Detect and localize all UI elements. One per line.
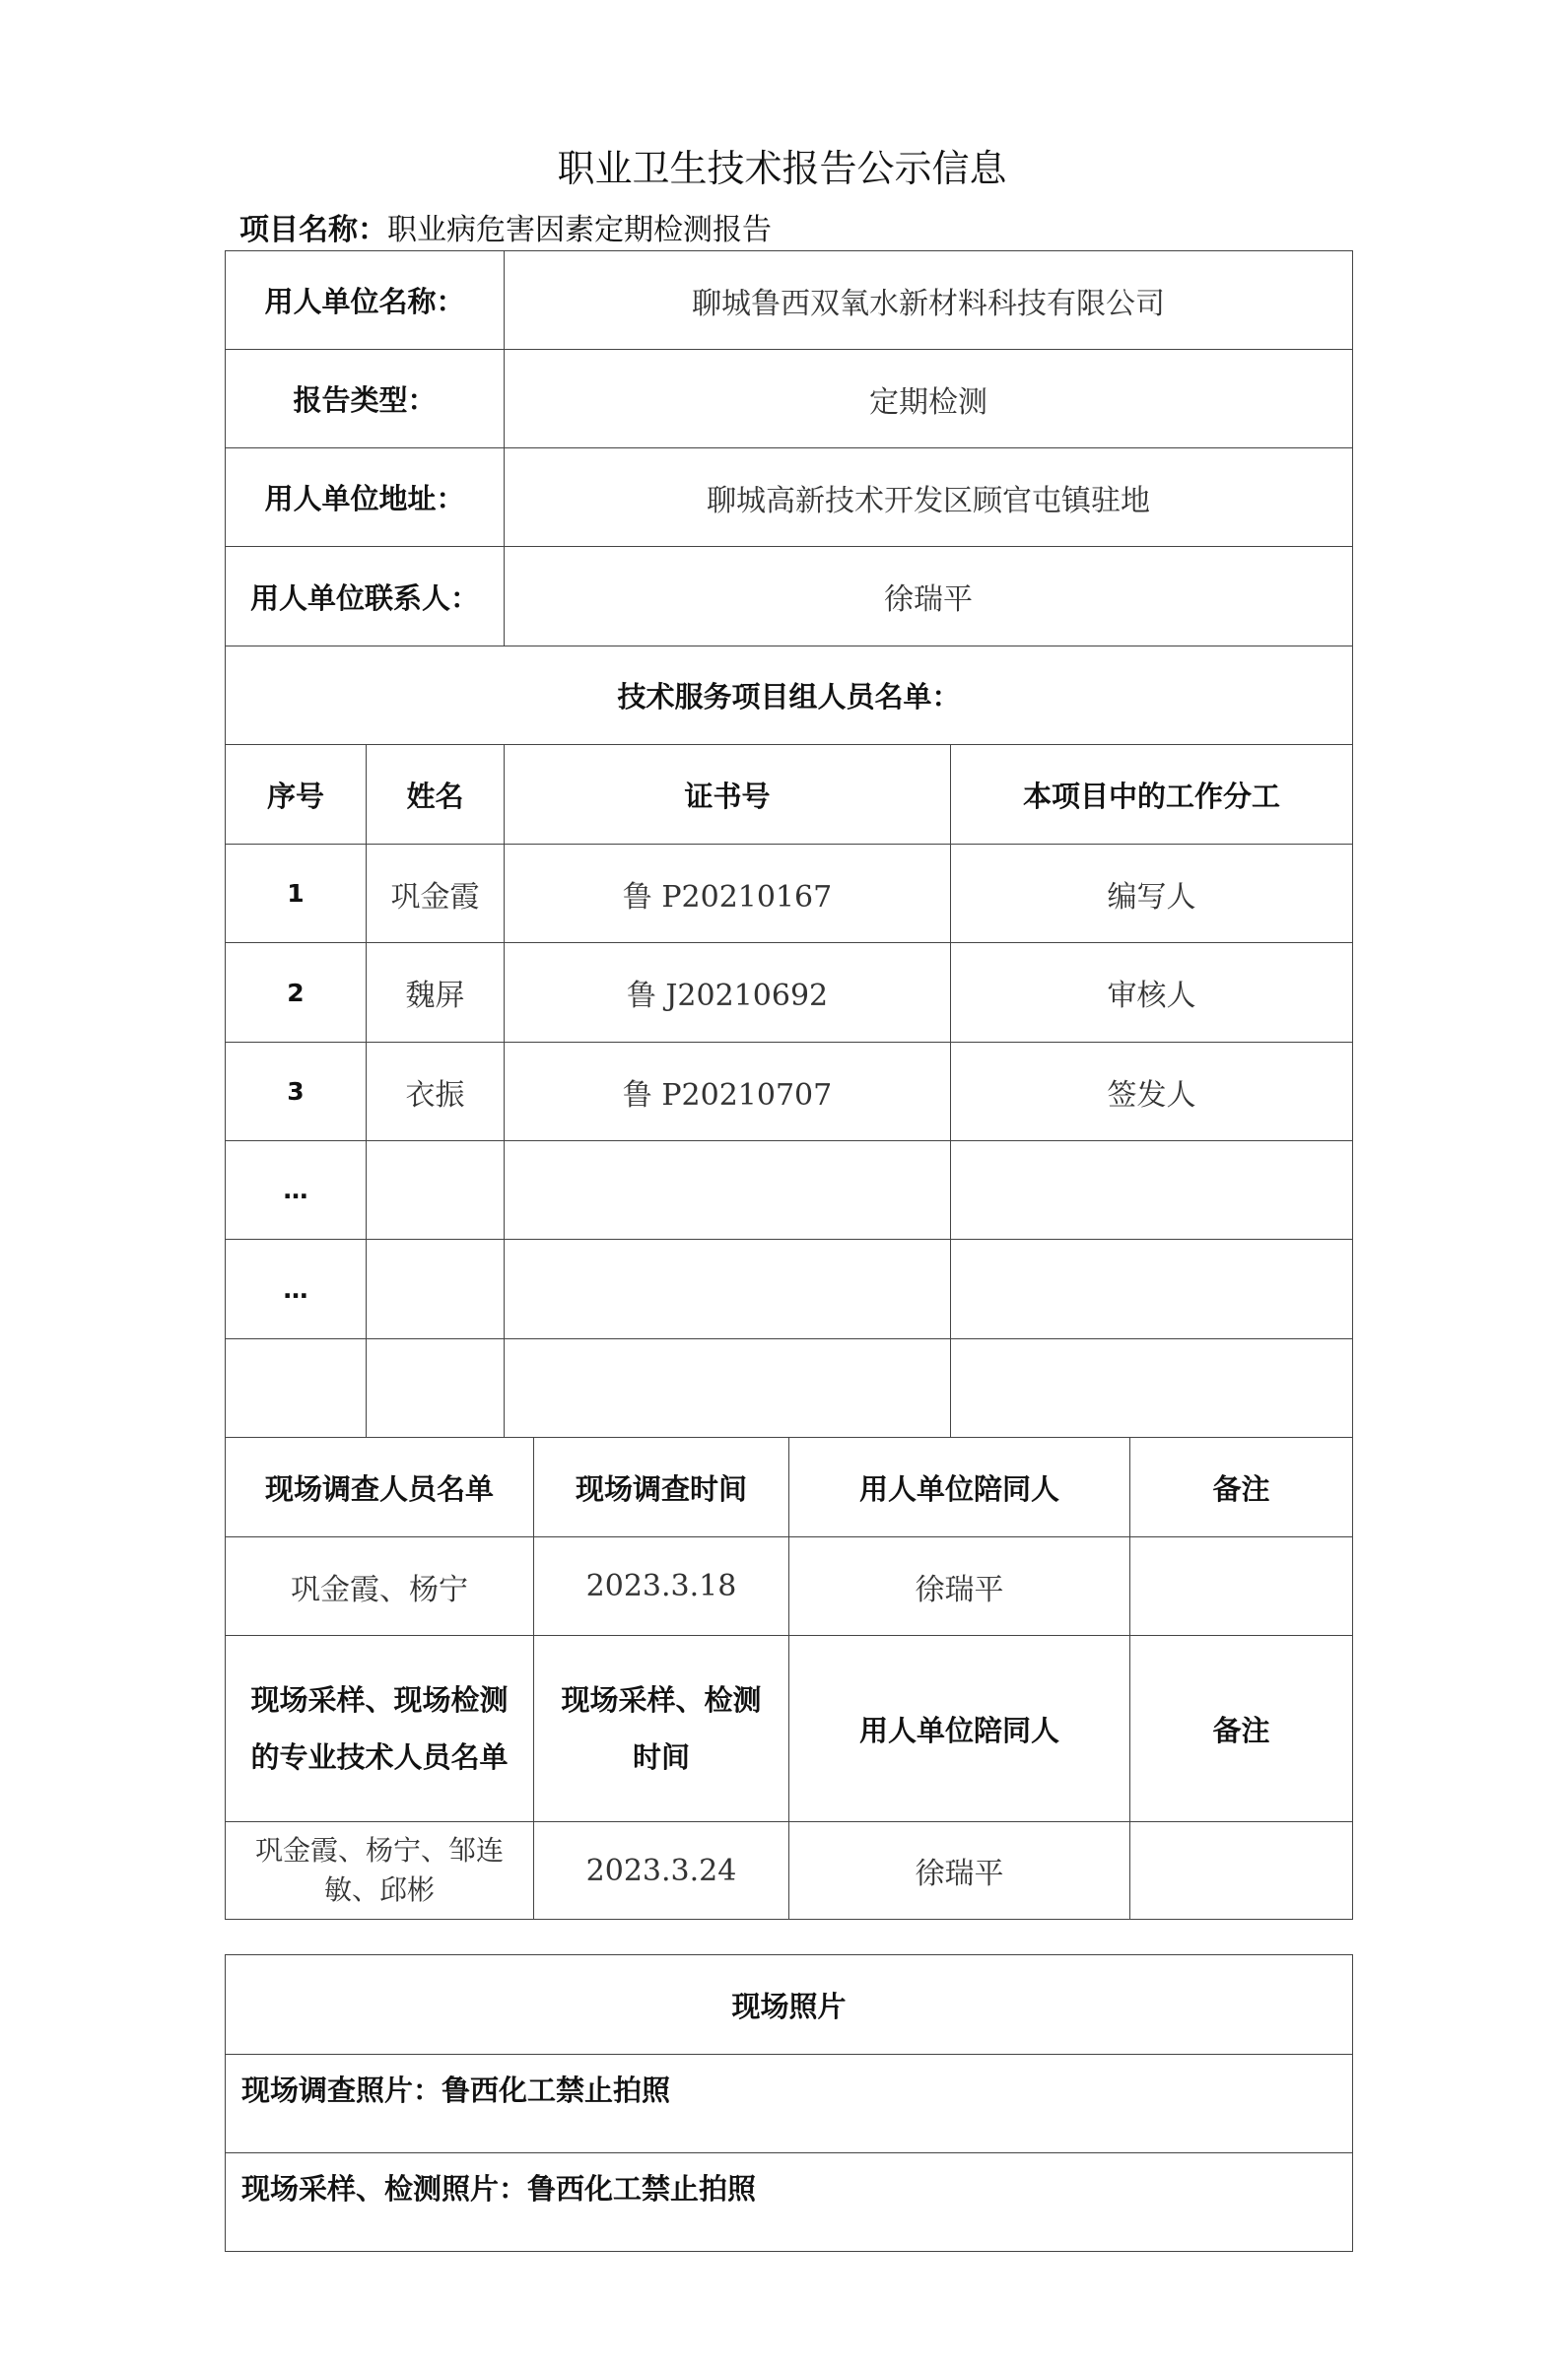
employer-info-table: [225, 250, 1353, 1438]
sampling-header-note: 备注: [1130, 1636, 1353, 1822]
project-name: [239, 205, 772, 248]
table-row: [226, 646, 1353, 745]
sampling-header-escort: 用人单位陪同人: [789, 1636, 1130, 1822]
table-row: [226, 943, 1353, 1043]
sampling-photos-value: 鲁西化工禁止拍照: [527, 2172, 757, 2206]
team-row-no: 2: [226, 943, 367, 1043]
survey-photos-label: 现场调查照片：: [241, 2074, 442, 2107]
team-heading: 技术服务项目组人员名单：: [226, 646, 1353, 745]
team-row-name: 巩金霞: [367, 845, 505, 943]
team-row-no: …: [226, 1240, 367, 1339]
team-row-no: 3: [226, 1043, 367, 1141]
employer-contact-value: 徐瑞平: [505, 547, 1353, 646]
table-row: [226, 1339, 1353, 1438]
team-row-cert: 鲁 J20210692: [505, 943, 951, 1043]
team-row-role: [951, 1141, 1353, 1240]
team-row-role: [951, 1339, 1353, 1438]
project-name-label: 项目名称：: [239, 213, 387, 247]
survey-escort: 徐瑞平: [789, 1537, 1130, 1636]
employer-name-value: 聊城鲁西双氧水新材料科技有限公司: [505, 251, 1353, 350]
report-type-label: 报告类型：: [226, 350, 505, 448]
team-header-cert: 证书号: [505, 745, 951, 845]
employer-name-label: 用人单位名称：: [226, 251, 505, 350]
team-row-cert: 鲁 P20210167: [505, 845, 951, 943]
table-row: [226, 1537, 1353, 1636]
team-header-role: 本项目中的工作分工: [951, 745, 1353, 845]
team-row-role: 签发人: [951, 1043, 1353, 1141]
table-row: [226, 1955, 1353, 2055]
survey-sampling-table: [225, 1437, 1353, 1920]
survey-staff: 巩金霞、杨宁: [226, 1537, 534, 1636]
survey-header-row: [226, 1438, 1353, 1537]
team-header-row: [226, 745, 1353, 845]
survey-note: [1130, 1537, 1353, 1636]
survey-photos-value: 鲁西化工禁止拍照: [442, 2074, 671, 2107]
table-row: [226, 350, 1353, 448]
sampling-note: [1130, 1822, 1353, 1920]
table-row: [226, 1240, 1353, 1339]
team-header-name: 姓名: [367, 745, 505, 845]
survey-header-date: 现场调查时间: [534, 1438, 789, 1537]
table-row: [226, 2153, 1353, 2252]
team-row-cert: [505, 1141, 951, 1240]
table-row: [226, 1822, 1353, 1920]
team-row-name: [367, 1141, 505, 1240]
team-row-name: [367, 1339, 505, 1438]
photos-table: [225, 1954, 1353, 2252]
sampling-header-row: [226, 1636, 1353, 1822]
team-row-cert: [505, 1240, 951, 1339]
survey-date: 2023.3.18: [534, 1537, 789, 1636]
table-row: [226, 547, 1353, 646]
survey-header-note: 备注: [1130, 1438, 1353, 1537]
team-row-no: [226, 1339, 367, 1438]
table-row: [226, 2055, 1353, 2153]
team-row-name: 魏屏: [367, 943, 505, 1043]
team-row-cert: [505, 1339, 951, 1438]
sampling-photos-cell: [226, 2153, 1353, 2252]
sampling-escort: 徐瑞平: [789, 1822, 1130, 1920]
survey-header-escort: 用人单位陪同人: [789, 1438, 1130, 1537]
survey-photos-cell: [226, 2055, 1353, 2153]
team-row-cert: 鲁 P20210707: [505, 1043, 951, 1141]
report-type-value: 定期检测: [505, 350, 1353, 448]
team-row-no: …: [226, 1141, 367, 1240]
sampling-photos-label: 现场采样、检测照片：: [241, 2172, 528, 2206]
team-row-no: 1: [226, 845, 367, 943]
team-row-role: 审核人: [951, 943, 1353, 1043]
sampling-staff: 巩金霞、杨宁、邹连敏、邱彬: [226, 1822, 534, 1920]
survey-header-staff: 现场调查人员名单: [226, 1438, 534, 1537]
table-row: [226, 251, 1353, 350]
sampling-header-staff: 现场采样、现场检测的专业技术人员名单: [226, 1636, 534, 1822]
table-row: [226, 448, 1353, 547]
employer-address-value: 聊城高新技术开发区顾官屯镇驻地: [505, 448, 1353, 547]
employer-address-label: 用人单位地址：: [226, 448, 505, 547]
table-row: [226, 1043, 1353, 1141]
photos-heading: 现场照片: [226, 1955, 1353, 2055]
sampling-date: 2023.3.24: [534, 1822, 789, 1920]
employer-contact-label: 用人单位联系人：: [226, 547, 505, 646]
project-name-value: 职业病危害因素定期检测报告: [387, 213, 772, 247]
table-row: [226, 1141, 1353, 1240]
team-row-name: 衣振: [367, 1043, 505, 1141]
team-row-name: [367, 1240, 505, 1339]
team-row-role: [951, 1240, 1353, 1339]
sampling-header-date: 现场采样、检测时间: [534, 1636, 789, 1822]
table-row: [226, 845, 1353, 943]
team-header-no: 序号: [226, 745, 367, 845]
page-title: 职业卫生技术报告公示信息: [557, 147, 1007, 190]
team-row-role: 编写人: [951, 845, 1353, 943]
